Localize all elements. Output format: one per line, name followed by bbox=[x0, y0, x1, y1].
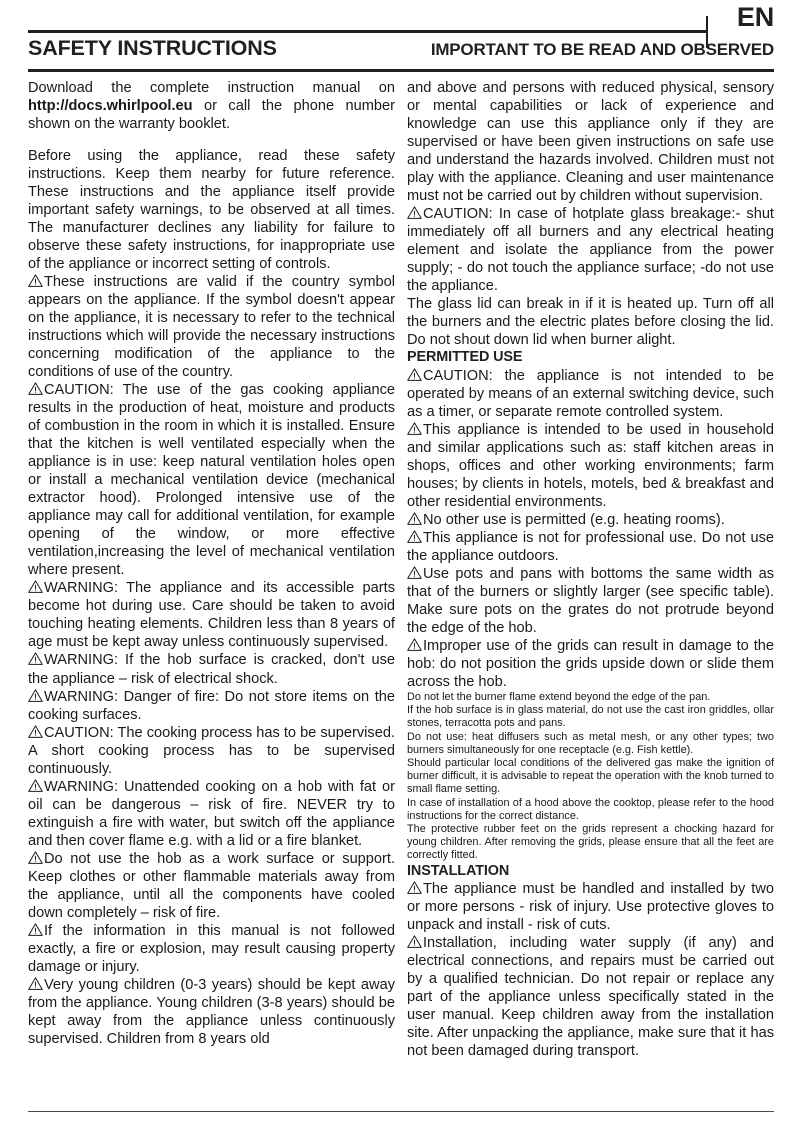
warning-triangle-icon bbox=[407, 566, 422, 579]
paragraph-country-symbol-text: These instructions are valid if the country symbol appears on the appliance. If the symbol doesn't appear on the appliance, it is necessary to refer to the technical instructions which will provide the necessary instructions concerning modification of the appliance to the conditions of use of the country. bbox=[28, 274, 395, 381]
paragraph-local-gas-conditions-text: Should particular local conditions of the delivered gas make the ignition of burner difficult, it is advisable to repeat the operation with the knob turned to small flame setting. bbox=[407, 757, 774, 796]
page-title: SAFETY INSTRUCTIONS bbox=[28, 36, 277, 60]
paragraph-glass-lid-text: The glass lid can break in if it is heated up. Turn off all the burners and the electric plates before closing the lid. Do not shout down lid when burner alight. bbox=[407, 296, 774, 349]
paragraph-handled-by-two-text: The appliance must be handled and installed by two or more persons - risk of injury. Use protective gloves to unpack and install - risk of cuts. bbox=[407, 881, 774, 934]
paragraph-handled-by-two bbox=[407, 880, 774, 934]
paragraph-caution-gas-cooking bbox=[28, 381, 395, 579]
paragraph-spacer bbox=[28, 133, 395, 147]
paragraph-rubber-feet-text: The protective rubber feet on the grids represent a chocking hazard for young children. After removing the grids, please ensure that all the feet are correctly fitted. bbox=[407, 822, 774, 862]
left-column bbox=[28, 79, 395, 1060]
paragraph-pots-and-pans-text: Use pots and pans with bottoms the same width as that of the burners or slightly larger (see specific table). Make sure pots on the grates do not protrude beyond the edge of the hob. bbox=[407, 565, 774, 637]
paragraph-warning-unattended-cooking bbox=[28, 778, 395, 850]
right-column bbox=[407, 79, 774, 1060]
paragraph-qualified-technician bbox=[407, 934, 774, 1060]
paragraph-improper-grids-text: Improper use of the grids can result in damage to the hob: do not position the grids upside down or slide them across the hob. bbox=[407, 638, 774, 691]
paragraph-caution-glass-breakage-text: CAUTION: In case of hotplate glass breakage:- shut immediately off all burners and any electrical heating element and isolate the appliance from the power supply; - do not touch the appliance surface; -do not use the appliance. bbox=[407, 206, 774, 295]
paragraph-no-other-use-text: No other use is permitted (e.g. heating rooms). bbox=[423, 511, 725, 528]
warning-triangle-icon bbox=[28, 851, 43, 864]
section-heading-installation: INSTALLATION bbox=[407, 862, 510, 879]
paragraph-heat-diffusers bbox=[407, 731, 774, 757]
warning-triangle-icon bbox=[407, 881, 422, 894]
paragraph-caution-external-switching-text: CAUTION: the appliance is not intended to be operated by means of an external switching device, such as a timer, or separate remote controlled system. bbox=[407, 367, 774, 420]
page-subtitle: IMPORTANT TO BE READ AND OBSERVED bbox=[430, 40, 774, 59]
paragraph-pots-and-pans bbox=[407, 565, 774, 637]
paragraph-before-using-text: Before using the appliance, read these safety instructions. Keep them nearby for future reference. These instructions and the appliance itself provide important safety warnings, to be observed at all times. The manufacturer declines any liability for failure to observe these safety instructions, for inappropriate use of the appliance or incorrect setting of controls. bbox=[28, 148, 395, 273]
paragraph-not-professional bbox=[407, 529, 774, 565]
warning-triangle-icon bbox=[28, 977, 43, 990]
paragraph-reduced-capabilities-text: and above and persons with reduced physical, sensory or mental capabilities or lack of experience and knowledge can use this appliance only if they are supervised or have been given instructions on safe use and understand the hazards involved. Children must not play with the appliance. Cleaning and user maintenance must not be carried out by children without supervision. bbox=[407, 80, 774, 205]
paragraph-qualified-technician-text: Installation, including water supply (if any) and electrical connections, and repairs must be carried out by a qualified technician. Do not repair or replace any part of the appliance unless specifically stated in the user manual. Keep children away from the installation site. After unpacking the appliance, make sure that it has not been damaged during transport. bbox=[407, 935, 774, 1060]
paragraph-warning-danger-fire bbox=[28, 688, 395, 724]
paragraph-young-children bbox=[28, 976, 395, 1048]
language-tag: EN bbox=[736, 2, 774, 32]
paragraph-reduced-capabilities bbox=[407, 79, 774, 205]
paragraph-download bbox=[28, 79, 395, 133]
warning-triangle-icon bbox=[407, 530, 422, 543]
paragraph-local-gas-conditions bbox=[407, 757, 774, 797]
paragraph-country-symbol bbox=[28, 273, 395, 381]
paragraph-improper-grids bbox=[407, 637, 774, 691]
paragraph-glass-material-hob bbox=[407, 704, 774, 730]
warning-triangle-icon bbox=[407, 935, 422, 948]
paragraph-hood-installation-text: In case of installation of a hood above the cooktop, please refer to the hood instructions for the correct distance. bbox=[407, 796, 774, 822]
paragraph-no-work-surface-text: Do not use the hob as a work surface or support. Keep clothes or other flammable materials away from the appliance, until all the components have cooled down completely – risk of fire. bbox=[28, 850, 395, 921]
paragraph-before-using bbox=[28, 147, 395, 273]
paragraph-warning-cracked-hob-text: WARNING: If the hob surface is cracked, don't use the appliance – risk of electrical shock. bbox=[28, 652, 395, 687]
page-header bbox=[28, 0, 774, 72]
warning-triangle-icon bbox=[28, 923, 43, 936]
warning-triangle-icon bbox=[407, 422, 422, 435]
paragraph-no-work-surface bbox=[28, 850, 395, 922]
warning-triangle-icon bbox=[28, 274, 43, 287]
warning-triangle-icon bbox=[28, 652, 43, 665]
warning-triangle-icon bbox=[407, 368, 422, 381]
paragraph-follow-exactly-text: If the information in this manual is not followed exactly, a fire or explosion, may result causing property damage or injury. bbox=[28, 922, 395, 975]
paragraph-rubber-feet bbox=[407, 823, 774, 863]
paragraph-glass-material-hob-text: If the hob surface is in glass material, do not use the cast iron griddles, ollar stones, terracotta pots and pans. bbox=[407, 704, 774, 730]
paragraph-warning-hot-parts-text: WARNING: The appliance and its accessible parts become hot during use. Care should be taken to avoid touching heating elements. Children less than 8 years of age must be kept away unless continuously supervised. bbox=[28, 580, 395, 651]
warning-triangle-icon bbox=[407, 638, 422, 651]
paragraph-download-text-0: Download the complete instruction manual on bbox=[28, 80, 395, 96]
paragraph-follow-exactly bbox=[28, 922, 395, 976]
warning-triangle-icon bbox=[28, 779, 43, 792]
warning-triangle-icon bbox=[28, 382, 43, 395]
paragraph-download-link-text: http://docs.whirlpool.eu bbox=[28, 98, 193, 115]
paragraph-caution-glass-breakage bbox=[407, 205, 774, 295]
header-bottom-rule bbox=[28, 69, 774, 72]
warning-triangle-icon bbox=[407, 512, 422, 525]
body-columns bbox=[28, 79, 774, 1060]
warning-triangle-icon bbox=[407, 206, 422, 219]
paragraph-warning-unattended-cooking-text: WARNING: Unattended cooking on a hob with fat or oil can be dangerous – risk of fire. NEVER try to extinguish a fire with water, but switch off the appliance and then cover flame e.g. with a lid or a fire blanket. bbox=[28, 778, 395, 849]
paragraph-download-text-2: or call the phone number shown on the warranty booklet. bbox=[28, 98, 395, 133]
paragraph-household-use bbox=[407, 421, 774, 511]
paragraph-warning-danger-fire-text: WARNING: Danger of fire: Do not store items on the cooking surfaces. bbox=[28, 688, 395, 723]
paragraph-not-professional-text: This appliance is not for professional use. Do not use the appliance outdoors. bbox=[407, 529, 774, 564]
warning-triangle-icon bbox=[28, 689, 43, 702]
paragraph-hood-installation bbox=[407, 797, 774, 823]
paragraph-household-use-text: This appliance is intended to be used in household and similar applications such as: staff kitchen areas in shops, offices and other working environments; farm houses; by clients in hotels, motels, bed & breakfast and other residential environments. bbox=[407, 421, 774, 510]
footer-rule bbox=[28, 1111, 774, 1112]
paragraph-glass-lid bbox=[407, 295, 774, 349]
paragraph-burner-flame-edge bbox=[407, 691, 774, 704]
paragraph-caution-cooking-supervised-text: CAUTION: The cooking process has to be supervised. A short cooking process has to be supervised continuously. bbox=[28, 724, 395, 777]
warning-triangle-icon bbox=[28, 580, 43, 593]
header-top-rule bbox=[28, 30, 706, 33]
section-heading-permitted-use: PERMITTED USE bbox=[407, 349, 523, 366]
paragraph-young-children-text: Very young children (0-3 years) should be kept away from the appliance. Young children (3-8 years) should be kept away from the appliance unless continuously supervised. Children from 8 years old bbox=[28, 976, 395, 1047]
paragraph-heat-diffusers-text: Do not use: heat diffusers such as metal mesh, or any other types; two burners simultaneously for one receptacle (e.g. Fish kettle). bbox=[407, 730, 774, 756]
paragraph-caution-gas-cooking-text: CAUTION: The use of the gas cooking appliance results in the production of heat, moisture and products of combustion in the room in which it is installed. Ensure that the kitchen is well ventilated especially when the appliance is in use: keep natural ventilation holes open or install a mechanical ventilation device (mechanical extractor hood). Prolonged intensive use of the appliance may call for additional ventilation, for example opening of the window, or more effective ventilation,increasing the level of mechanical ventilation where present. bbox=[28, 382, 395, 579]
paragraph-warning-cracked-hob bbox=[28, 651, 395, 687]
paragraph-warning-hot-parts bbox=[28, 579, 395, 651]
paragraph-burner-flame-edge-text: Do not let the burner flame extend beyond the edge of the pan. bbox=[407, 691, 711, 704]
header-title-row bbox=[28, 36, 774, 61]
paragraph-caution-external-switching bbox=[407, 367, 774, 421]
paragraph-no-other-use bbox=[407, 511, 774, 529]
paragraph-caution-cooking-supervised bbox=[28, 724, 395, 778]
warning-triangle-icon bbox=[28, 725, 43, 738]
